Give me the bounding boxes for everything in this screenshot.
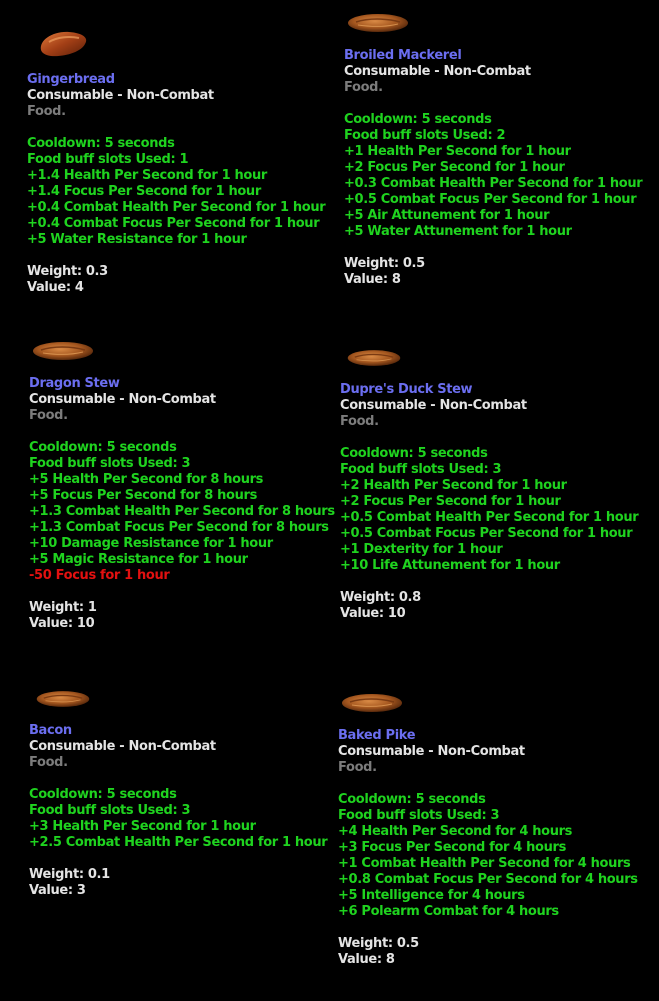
item-subtype: Food.	[338, 760, 377, 775]
item-weight: Weight: 0.5	[338, 936, 419, 951]
item-tooltip	[338, 692, 656, 968]
item-value: Value: 3	[29, 883, 86, 898]
item-cooldown: Cooldown: 5 seconds	[340, 446, 488, 461]
item-effect: +3 Focus Per Second for 4 hours	[338, 840, 566, 855]
item-effect: +5 Water Resistance for 1 hour	[27, 232, 247, 247]
item-effect: +3 Health Per Second for 1 hour	[29, 819, 256, 834]
item-effect: +1 Combat Health Per Second for 4 hours	[338, 856, 631, 871]
item-effect: +1.4 Focus Per Second for 1 hour	[27, 184, 261, 199]
item-tooltip	[27, 28, 345, 296]
item-weight: Weight: 1	[29, 600, 97, 615]
baked-pike-icon	[340, 692, 656, 718]
item-type: Consumable - Non-Combat	[344, 64, 531, 79]
item-effect: +5 Focus Per Second for 8 hours	[29, 488, 257, 503]
item-effect: +1.4 Health Per Second for 1 hour	[27, 168, 267, 183]
item-effect: +2.5 Combat Health Per Second for 1 hour	[29, 835, 328, 850]
item-value: Value: 10	[340, 606, 406, 621]
item-effect: +1.3 Combat Health Per Second for 8 hours	[29, 504, 335, 519]
item-type: Consumable - Non-Combat	[340, 398, 527, 413]
item-buff-slots: Food buff slots Used: 1	[27, 152, 189, 167]
item-effect: +5 Air Attunement for 1 hour	[344, 208, 550, 223]
item-effect: +1.3 Combat Focus Per Second for 8 hours	[29, 520, 329, 535]
item-subtype: Food.	[27, 104, 66, 119]
item-subtype: Food.	[29, 755, 68, 770]
item-penalty: -50 Focus for 1 hour	[29, 568, 170, 583]
item-buff-slots: Food buff slots Used: 3	[29, 456, 191, 471]
item-effect: +0.4 Combat Focus Per Second for 1 hour	[27, 216, 320, 231]
item-effect: +10 Damage Resistance for 1 hour	[29, 536, 273, 551]
item-subtype: Food.	[29, 408, 68, 423]
item-type: Consumable - Non-Combat	[29, 392, 216, 407]
dragon-stew-icon	[31, 340, 347, 366]
item-cooldown: Cooldown: 5 seconds	[29, 787, 177, 802]
dupres-duck-stew-icon	[346, 348, 658, 372]
item-name: Bacon	[29, 723, 72, 738]
item-buff-slots: Food buff slots Used: 2	[344, 128, 506, 143]
item-effect: +2 Focus Per Second for 1 hour	[344, 160, 565, 175]
item-subtype: Food.	[344, 80, 383, 95]
item-buff-slots: Food buff slots Used: 3	[340, 462, 502, 477]
item-value: Value: 8	[338, 952, 395, 967]
item-tooltip	[340, 348, 658, 622]
item-weight: Weight: 0.5	[344, 256, 425, 271]
item-effect: +0.8 Combat Focus Per Second for 4 hours	[338, 872, 638, 887]
item-tooltip	[29, 689, 347, 899]
item-name: Gingerbread	[27, 72, 115, 87]
item-type: Consumable - Non-Combat	[29, 739, 216, 754]
item-name: Dupre's Duck Stew	[340, 382, 473, 397]
item-effect: +0.3 Combat Health Per Second for 1 hour	[344, 176, 643, 191]
item-buff-slots: Food buff slots Used: 3	[29, 803, 191, 818]
item-cooldown: Cooldown: 5 seconds	[29, 440, 177, 455]
item-value: Value: 10	[29, 616, 95, 631]
item-effect: +4 Health Per Second for 4 hours	[338, 824, 573, 839]
item-effect: +10 Life Attunement for 1 hour	[340, 558, 560, 573]
item-effect: +0.5 Combat Focus Per Second for 1 hour	[340, 526, 633, 541]
item-weight: Weight: 0.3	[27, 264, 108, 279]
item-cooldown: Cooldown: 5 seconds	[344, 112, 492, 127]
item-effect: +1 Dexterity for 1 hour	[340, 542, 503, 557]
item-weight: Weight: 0.1	[29, 867, 110, 882]
item-name: Baked Pike	[338, 728, 416, 743]
item-subtype: Food.	[340, 414, 379, 429]
item-weight: Weight: 0.8	[340, 590, 421, 605]
item-effect: +5 Intelligence for 4 hours	[338, 888, 525, 903]
item-effect: +5 Water Attunement for 1 hour	[344, 224, 572, 239]
item-buff-slots: Food buff slots Used: 3	[338, 808, 500, 823]
item-effect: +6 Polearm Combat for 4 hours	[338, 904, 559, 919]
item-name: Dragon Stew	[29, 376, 120, 391]
item-effect: +5 Health Per Second for 8 hours	[29, 472, 264, 487]
item-type: Consumable - Non-Combat	[338, 744, 525, 759]
broiled-mackerel-icon	[346, 12, 659, 38]
item-effect: +0.5 Combat Health Per Second for 1 hour	[340, 510, 639, 525]
bacon-icon	[35, 689, 347, 713]
item-cooldown: Cooldown: 5 seconds	[338, 792, 486, 807]
item-value: Value: 4	[27, 280, 84, 295]
item-cooldown: Cooldown: 5 seconds	[27, 136, 175, 151]
item-effect: +1 Health Per Second for 1 hour	[344, 144, 571, 159]
item-effect: +0.5 Combat Focus Per Second for 1 hour	[344, 192, 637, 207]
item-value: Value: 8	[344, 272, 401, 287]
item-name: Broiled Mackerel	[344, 48, 462, 63]
item-effect: +5 Magic Resistance for 1 hour	[29, 552, 248, 567]
item-effect: +2 Health Per Second for 1 hour	[340, 478, 567, 493]
item-effect: +2 Focus Per Second for 1 hour	[340, 494, 561, 509]
item-tooltip	[344, 12, 659, 288]
item-effect: +0.4 Combat Health Per Second for 1 hour	[27, 200, 326, 215]
item-type: Consumable - Non-Combat	[27, 88, 214, 103]
gingerbread-icon	[35, 28, 345, 62]
item-tooltip	[29, 340, 347, 632]
